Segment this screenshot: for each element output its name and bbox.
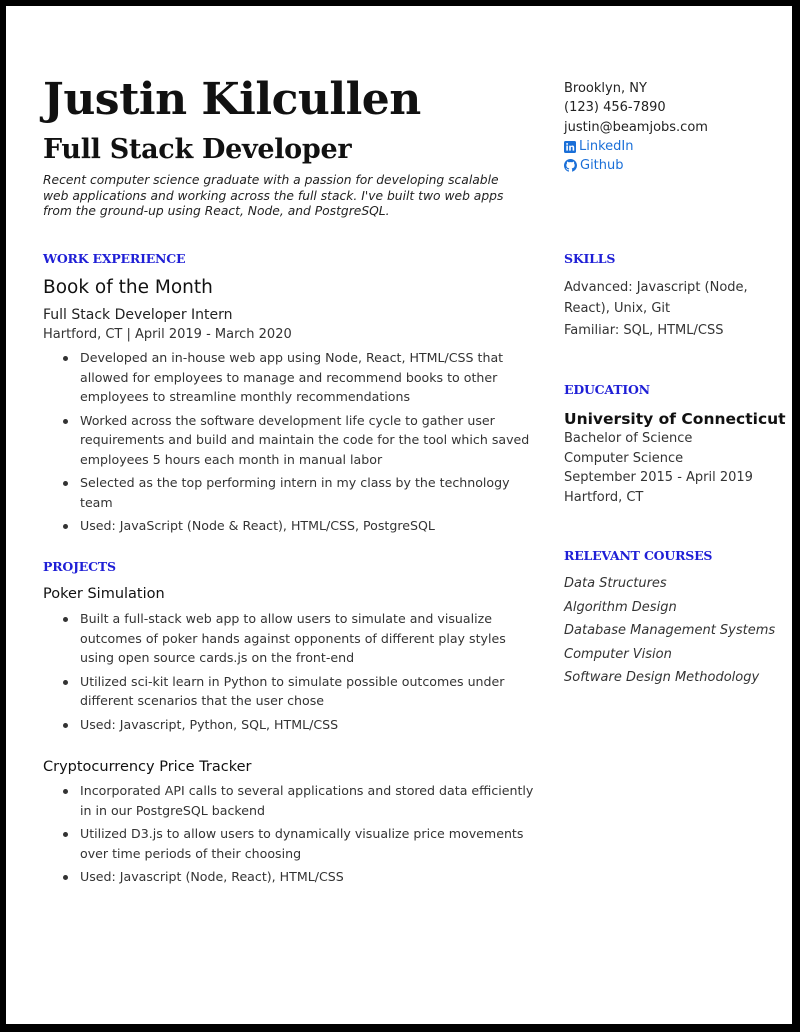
list-item: Selected as the top performing intern in my class by the technology team	[43, 473, 543, 512]
education-location: Hartford, CT	[564, 489, 644, 505]
work-bullets	[43, 348, 543, 540]
education-dates: September 2015 - April 2019	[564, 470, 753, 485]
list-item: Database Management Systems	[564, 623, 776, 638]
skills-advanced: Advanced: Javascript (Node, React), Unix, Git	[564, 280, 748, 316]
list-item: Used: Javascript, Python, SQL, HTML/CSS	[43, 715, 543, 735]
linkedin-icon	[564, 141, 576, 153]
list-item: Developed an in-house web app using Node, React, HTML/CSS that allowed for employees to manage and recommend books to other employees to streamline monthly recommendations	[43, 348, 543, 407]
github-label: Github	[580, 158, 624, 174]
list-item: Utilized D3.js to allow users to dynamically visualize price movements over time periods of their choosing	[43, 824, 543, 863]
skills-heading: SKILLS	[564, 251, 616, 266]
job-role: Full Stack Developer Intern	[43, 307, 233, 323]
education-major: Computer Science	[564, 450, 684, 466]
linkedin-label: LinkedIn	[579, 138, 634, 154]
contact-location: Brooklyn, NY	[564, 81, 647, 96]
skills-familiar: Familiar: SQL, HTML/CSS	[564, 323, 724, 338]
job-meta: Hartford, CT | April 2019 - March 2020	[43, 327, 292, 342]
list-item: Algorithm Design	[564, 599, 677, 615]
project-name: Cryptocurrency Price Tracker	[43, 759, 252, 775]
list-item: Built a full-stack web app to allow users to simulate and visualize outcomes of poker hands against opponents of different play styles using open source cards.js on the front-end	[43, 609, 543, 668]
resume-page	[6, 6, 792, 1024]
github-icon	[564, 159, 577, 172]
github-link[interactable]	[564, 156, 708, 175]
education-heading: EDUCATION	[564, 382, 650, 397]
project-bullets	[43, 609, 543, 738]
list-item: Worked across the software development life cycle to gather user requirements and build and maintain the code for the tool which saved employees 5 hours each month in manual labor	[43, 411, 543, 470]
courses-list	[564, 572, 775, 690]
list-item: Used: JavaScript (Node & React), HTML/CSS, PostgreSQL	[43, 516, 543, 536]
linkedin-link[interactable]	[564, 137, 708, 156]
work-experience-heading: WORK EXPERIENCE	[43, 251, 186, 266]
project-bullets	[43, 781, 543, 891]
education-degree: Bachelor of Science	[564, 431, 693, 446]
contact-email[interactable]: justin@beamjobs.com	[564, 119, 708, 135]
list-item: Data Structures	[564, 576, 667, 591]
list-item: Used: Javascript (Node, React), HTML/CSS	[43, 867, 543, 887]
list-item: Incorporated API calls to several applications and stored data efficiently in in our PostgreSQL backend	[43, 781, 543, 820]
list-item: Software Design Methodology	[564, 670, 760, 685]
candidate-name: Justin Kilcullen	[43, 74, 421, 125]
contact-block	[564, 79, 708, 175]
job-company: Book of the Month	[43, 277, 213, 298]
list-item: Utilized sci-kit learn in Python to simulate possible outcomes under different scenarios that the user chose	[43, 672, 543, 711]
projects-heading: PROJECTS	[43, 559, 116, 574]
project-name: Poker Simulation	[43, 586, 165, 602]
summary: Recent computer science graduate with a passion for developing scalable web applications and working across the full stack. I've built two web apps from the ground-up using React, Node, and PostgreSQL.	[43, 173, 504, 218]
list-item: Computer Vision	[564, 646, 672, 662]
education-school: University of Connecticut	[564, 410, 786, 428]
education-details	[564, 429, 753, 507]
courses-heading: RELEVANT COURSES	[564, 548, 713, 563]
contact-phone: (123) 456-7890	[564, 100, 666, 116]
job-title: Full Stack Developer	[43, 134, 352, 165]
